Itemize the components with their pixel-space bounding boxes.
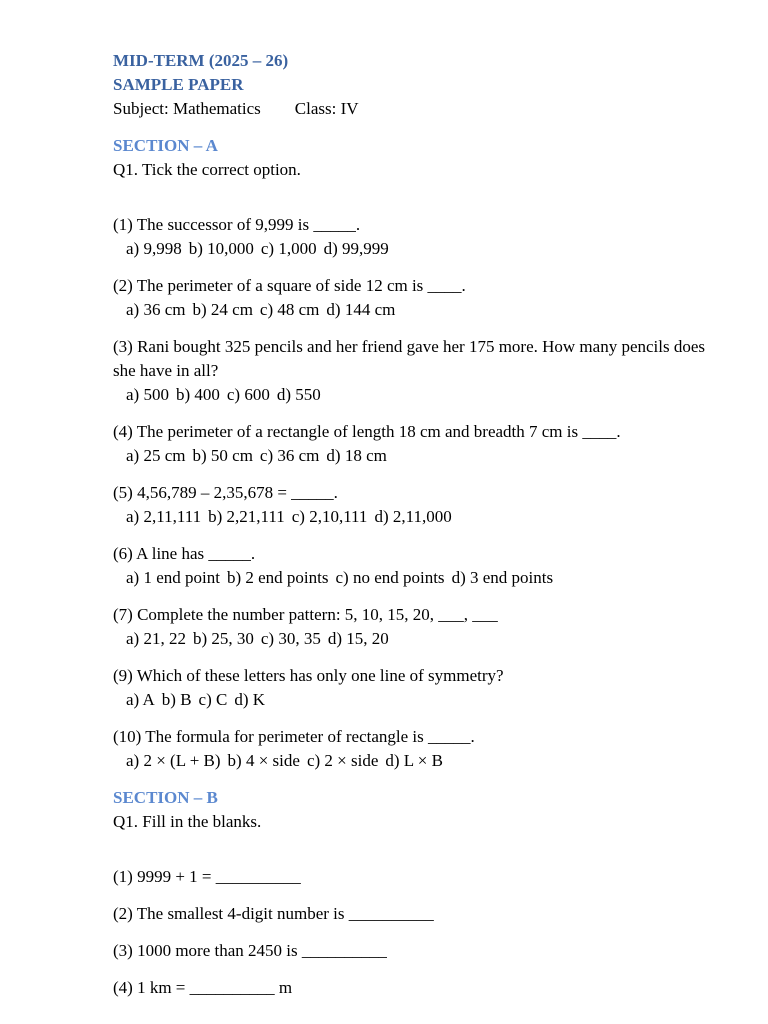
option-row (113, 566, 713, 590)
question-text: (6) A line has _____. (113, 544, 256, 563)
mcq-question (113, 542, 713, 590)
answer-option: a) 36 cm (126, 300, 186, 319)
answer-option: a) 21, 22 (126, 629, 186, 648)
answer-option: b) 25, 30 (192, 629, 254, 648)
answer-option: a) 500 (126, 385, 169, 404)
answer-option: d) K (234, 690, 266, 709)
question-text: (5) 4,56,789 – 2,35,678 = _____. (113, 483, 338, 502)
answer-option: d) 3 end points (451, 568, 554, 587)
answer-option: b) B (161, 690, 192, 709)
option-row (113, 383, 713, 407)
answer-option: d) 550 (276, 385, 321, 404)
exam-paper (113, 49, 713, 1000)
mcq-question-list (113, 213, 713, 773)
answer-option: b) 400 (175, 385, 220, 404)
mcq-question (113, 420, 713, 468)
section-a-instruction: Q1. Tick the correct option. (113, 160, 301, 179)
option-row (113, 688, 713, 712)
option-row (113, 627, 713, 651)
fill-blank-item: (1) 9999 + 1 = __________ (113, 867, 301, 886)
answer-option: b) 4 × side (227, 751, 300, 770)
section-a-title: SECTION – A (113, 136, 218, 155)
answer-option: a) 1 end point (126, 568, 220, 587)
answer-option: c) 30, 35 (260, 629, 321, 648)
mcq-question (113, 274, 713, 322)
mcq-question (113, 725, 713, 773)
answer-option: a) A (126, 690, 155, 709)
option-row (113, 444, 713, 468)
answer-option: a) 9,998 (126, 239, 182, 258)
mcq-question (113, 213, 713, 261)
fill-blank-item: (2) The smallest 4-digit number is __________ (113, 904, 434, 923)
exam-title: MID-TERM (2025 – 26) (113, 51, 289, 70)
answer-option: d) L × B (385, 751, 443, 770)
answer-option: d) 99,999 (323, 239, 389, 258)
question-text: (7) Complete the number pattern: 5, 10, 15, 20, ___, ___ (113, 605, 498, 624)
option-row (113, 505, 713, 529)
answer-option: a) 25 cm (126, 446, 186, 465)
answer-option: c) 36 cm (259, 446, 320, 465)
answer-option: d) 18 cm (326, 446, 387, 465)
answer-option: c) 1,000 (260, 239, 317, 258)
answer-option: d) 15, 20 (327, 629, 389, 648)
mcq-question (113, 481, 713, 529)
question-text: (4) The perimeter of a rectangle of length 18 cm and breadth 7 cm is ____. (113, 422, 621, 441)
subject-label: Subject: Mathematics (113, 99, 261, 118)
mcq-question (113, 603, 713, 651)
answer-option: c) C (198, 690, 228, 709)
section-b-title: SECTION – B (113, 788, 218, 807)
subject-class-line (113, 97, 713, 121)
answer-option: a) 2,11,111 (126, 507, 202, 526)
question-text: (1) The successor of 9,999 is _____. (113, 215, 361, 234)
option-row (113, 749, 713, 773)
question-text: (3) Rani bought 325 pencils and her friend gave her 175 more. How many pencils does she have in all? (113, 337, 706, 380)
class-label: Class: IV (294, 99, 359, 118)
answer-option: a) 2 × (L + B) (126, 751, 221, 770)
fill-blank-list (113, 865, 713, 1000)
paper-type: SAMPLE PAPER (113, 75, 244, 94)
question-text: (10) The formula for perimeter of rectangle is _____. (113, 727, 475, 746)
fill-blank-item: (4) 1 km = __________ m (113, 978, 293, 997)
answer-option: c) 2,10,111 (291, 507, 368, 526)
section-b-instruction: Q1. Fill in the blanks. (113, 812, 262, 831)
answer-option: c) 2 × side (306, 751, 379, 770)
fill-blank-item: (3) 1000 more than 2450 is __________ (113, 941, 387, 960)
answer-option: c) 48 cm (259, 300, 320, 319)
answer-option: b) 2,21,111 (208, 507, 285, 526)
answer-option: d) 144 cm (326, 300, 396, 319)
question-text: (2) The perimeter of a square of side 12 cm is ____. (113, 276, 466, 295)
question-text: (9) Which of these letters has only one line of symmetry? (113, 666, 504, 685)
answer-option: c) 600 (226, 385, 270, 404)
answer-option: c) no end points (335, 568, 445, 587)
mcq-question (113, 664, 713, 712)
option-row (113, 237, 713, 261)
answer-option: d) 2,11,000 (374, 507, 452, 526)
answer-option: b) 10,000 (188, 239, 254, 258)
answer-option: b) 2 end points (226, 568, 329, 587)
option-row (113, 298, 713, 322)
mcq-question (113, 335, 713, 407)
answer-option: b) 24 cm (192, 300, 253, 319)
answer-option: b) 50 cm (192, 446, 253, 465)
